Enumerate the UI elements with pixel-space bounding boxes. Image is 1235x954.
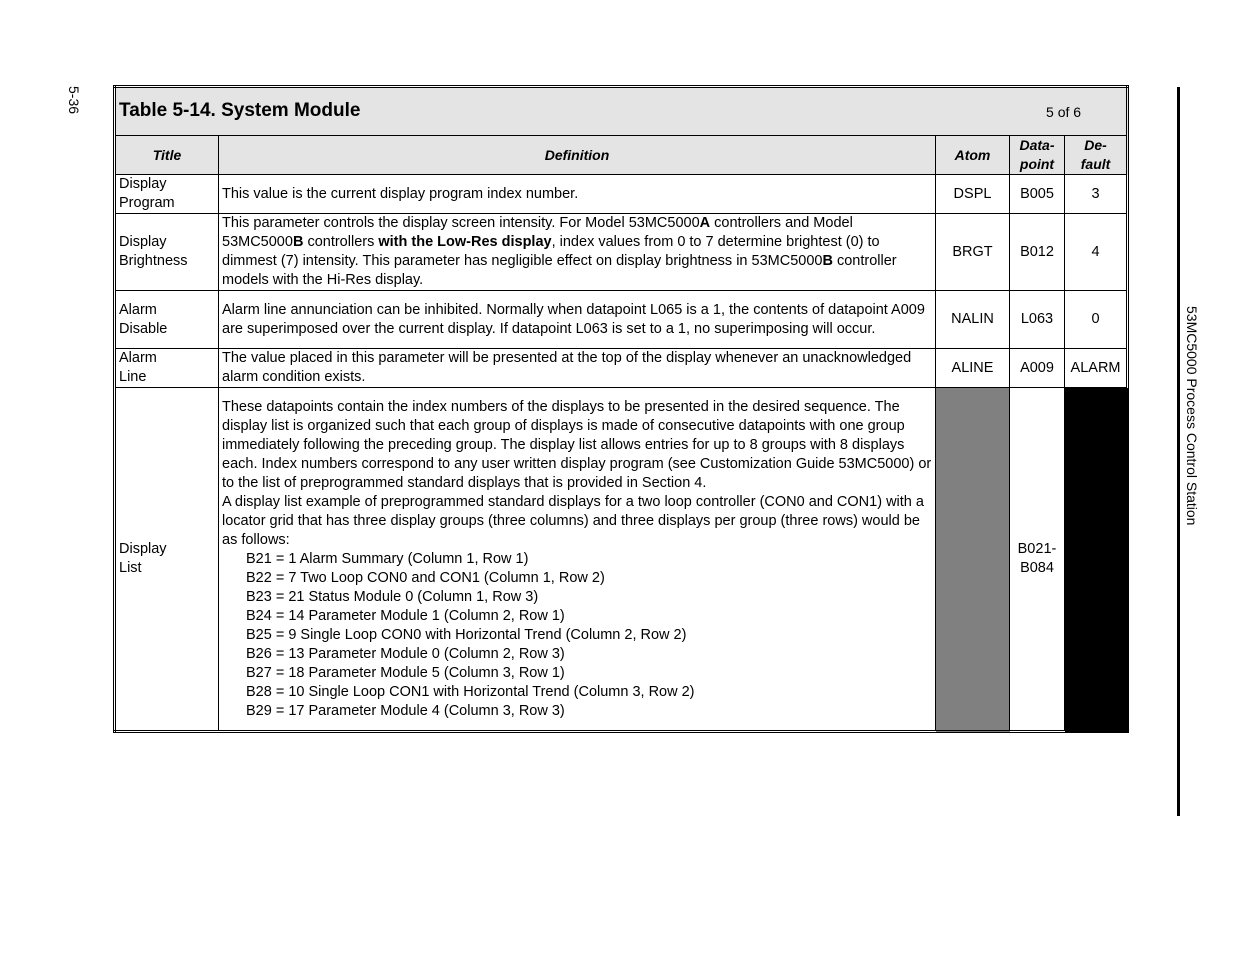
page-number: 5-36 <box>66 86 82 115</box>
row-datapoint: L063 <box>1010 291 1065 349</box>
row-title-line2: Line <box>119 369 147 385</box>
datapoint-line1: B021- <box>1017 541 1057 557</box>
row-title-line2: Program <box>119 195 175 211</box>
row-title-line2: Disable <box>119 320 168 337</box>
row-default-blacked <box>1065 388 1128 732</box>
row-atom: NALIN <box>936 291 1010 349</box>
header-default-line1: De- <box>1084 137 1107 153</box>
header-default-line2: fault <box>1080 156 1111 172</box>
row-title-line1: Display <box>119 541 167 557</box>
row-atom: BRGT <box>936 214 1010 291</box>
row-title <box>115 388 219 732</box>
row-title-line1: Display <box>119 234 167 250</box>
list-item: B23 = 21 Status Module 0 (Column 1, Row 3) <box>246 588 539 605</box>
header-datapoint-line1: Data- <box>1019 137 1055 153</box>
row-definition <box>219 214 936 291</box>
row-title <box>115 175 219 214</box>
def-text: controller models with the Hi-Res display. <box>222 253 897 288</box>
row-datapoint: B005 <box>1010 175 1065 214</box>
row-default: 3 <box>1065 175 1128 214</box>
row-title-line2: List <box>119 560 142 576</box>
row-title-line1: Alarm <box>119 350 157 366</box>
row-definition <box>219 388 936 732</box>
row-title <box>115 214 219 291</box>
system-module-table <box>113 85 1129 733</box>
side-rule <box>1177 87 1180 816</box>
table-title: Table 5-14. System Module <box>119 100 361 121</box>
list-item: B29 = 17 Parameter Module 4 (Column 3, Row 3) <box>246 702 565 719</box>
table-row <box>115 175 1128 214</box>
header-atom: Atom <box>936 136 1010 175</box>
list-item: B25 = 9 Single Loop CON0 with Horizontal Trend (Column 2, Row 2) <box>246 626 687 643</box>
def-paragraph: These datapoints contain the index numbers of the displays to be presented in the desired sequence. The display list is organized such that each group of displays is made of consecutive datapoints with one group immediately following the preceding group. The display list allows entries for up to 8 groups with 8 displays each. Index numbers correspond to any user written display program (see Customization Guide 53MC5000) or to the list of preprogrammed standard displays that is provided in Section 4. <box>222 398 932 491</box>
def-paragraph: A display list example of preprogrammed standard displays for a two loop controller (CON0 and CON1) with a locator grid that has three display groups (three columns) and three displays per group (three rows) would be as follows: <box>222 493 924 548</box>
header-datapoint-line2: point <box>1019 156 1055 172</box>
def-text: , index values from 0 to 7 determine brightest (0) to dimmest (7) intensity. This parameter has negligible effect on display brightness in 53MC5000 <box>222 234 880 269</box>
def-bold: with the Low-Res display <box>378 234 552 250</box>
row-datapoint: B012 <box>1010 214 1065 291</box>
table-row <box>115 388 1128 732</box>
list-item: B21 = 1 Alarm Summary (Column 1, Row 1) <box>246 550 529 567</box>
row-title-line1: Display <box>119 176 167 192</box>
header-definition: Definition <box>219 136 936 175</box>
def-text: controllers <box>303 234 379 250</box>
def-bold: B <box>822 253 833 269</box>
def-text: controllers and Model 53MC5000 <box>222 215 853 250</box>
row-title <box>115 349 219 388</box>
page-of: 5 of 6 <box>1046 104 1082 120</box>
row-title <box>115 291 219 349</box>
row-default: 4 <box>1065 214 1128 291</box>
row-datapoint: A009 <box>1010 349 1065 388</box>
row-atom: ALINE <box>936 349 1010 388</box>
row-default: ALARM <box>1065 349 1128 388</box>
header-datapoint <box>1010 136 1065 175</box>
def-bold: A <box>699 215 711 231</box>
def-text: This parameter controls the display screen intensity. For Model 53MC5000 <box>222 215 700 231</box>
row-definition: Alarm line annunciation can be inhibited. Normally when datapoint L065 is a 1, the contents of datapoint A009 are superimposed over the current display. If datapoint L063 is set to a 1, no superimposing will occur. <box>219 291 936 349</box>
datapoint-line2: B084 <box>1020 560 1054 576</box>
header-row <box>115 136 1128 175</box>
table-row <box>115 349 1128 388</box>
list-item: B22 = 7 Two Loop CON0 and CON1 (Column 1, Row 2) <box>246 569 605 586</box>
row-default: 0 <box>1065 291 1128 349</box>
list-item: B26 = 13 Parameter Module 0 (Column 2, Row 3) <box>246 645 565 662</box>
header-title: Title <box>115 136 219 175</box>
list-item: B24 = 14 Parameter Module 1 (Column 2, Row 1) <box>246 607 565 624</box>
row-definition: The value placed in this parameter will be presented at the top of the display whenever an unacknowledged alarm condition exists. <box>219 349 936 388</box>
row-atom-shaded <box>936 388 1010 732</box>
table-caption-row <box>115 87 1128 136</box>
list-item: B27 = 18 Parameter Module 5 (Column 3, Row 1) <box>246 664 565 681</box>
def-bold: B <box>292 234 304 250</box>
row-atom: DSPL <box>936 175 1010 214</box>
table-row <box>115 214 1128 291</box>
row-datapoint <box>1010 388 1065 732</box>
table-row <box>115 291 1128 349</box>
header-default <box>1065 136 1128 175</box>
row-title-line2: Brightness <box>119 253 188 269</box>
list-item: B28 = 10 Single Loop CON1 with Horizontal Trend (Column 3, Row 2) <box>246 683 695 700</box>
running-title: 53MC5000 Process Control Station <box>1184 306 1200 526</box>
row-definition: This value is the current display program index number. <box>219 175 936 214</box>
row-title-line1: Alarm <box>119 301 157 318</box>
